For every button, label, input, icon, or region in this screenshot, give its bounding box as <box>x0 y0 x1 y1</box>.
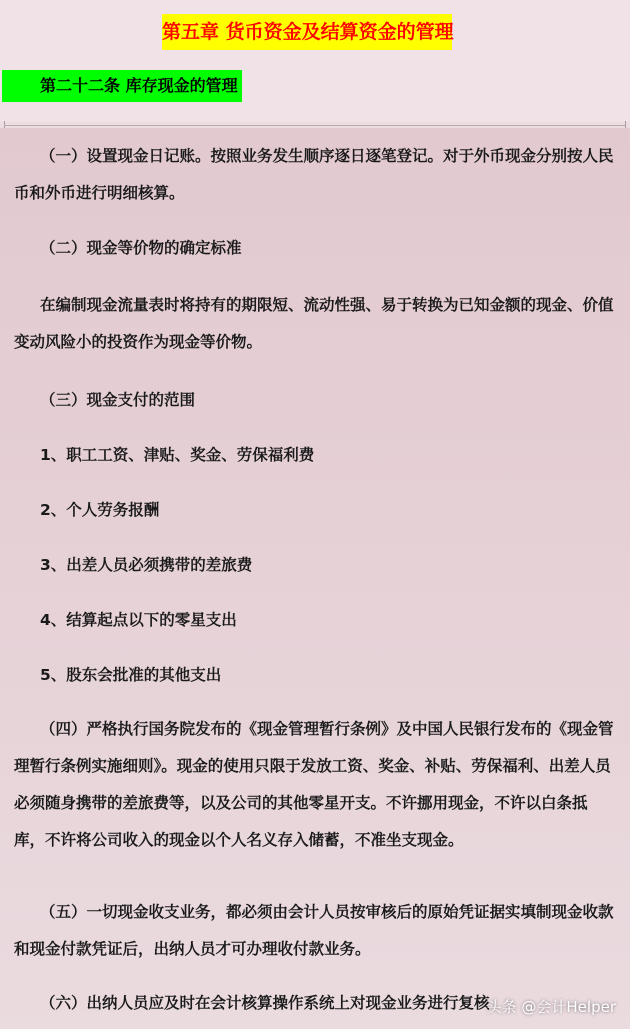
list-item-5: 5、股东会批准的其他支出 <box>40 666 222 684</box>
watermark: 头条 @会计Helper <box>486 998 616 1016</box>
paragraph-2: （二）现金等价物的确定标准 <box>40 239 242 257</box>
paragraph-6: （五）一切现金收支业务，都必须由会计人员按审核后的原始凭证据实填制现金收款和现金付款凭证后，出纳人员才可办理收付款业务。 <box>14 903 614 958</box>
list-item-1: 1、职工工资、津贴、奖金、劳保福利费 <box>40 446 315 464</box>
document-header-area <box>0 0 630 122</box>
list-item-4: 4、结算起点以下的零星支出 <box>40 611 237 629</box>
paragraph-3: 在编制现金流量表时将持有的期限短、流动性强、易于转换为已知金额的现金、价值变动风险小的投资作为现金等价物。 <box>14 296 614 351</box>
ruler-line <box>4 125 626 126</box>
chapter-title: 第五章 货币资金及结算资金的管理 <box>162 14 452 50</box>
list-item-2: 2、个人劳务报酬 <box>40 501 160 519</box>
document-body <box>0 128 630 1029</box>
paragraph-1: （一）设置现金日记账。按照业务发生顺序逐日逐笔登记。对于外币现金分别按人民币和外币进行明细核算。 <box>14 147 614 202</box>
list-item-3: 3、出差人员必须携带的差旅费 <box>40 556 253 574</box>
article-title: 第二十二条 库存现金的管理 <box>2 70 242 102</box>
paragraph-7: （六）出纳人员应及时在会计核算操作系统上对现金业务进行复核 <box>40 994 490 1012</box>
paragraph-5: （四）严格执行国务院发布的《现金管理暂行条例》及中国人民银行发布的《现金管理暂行条例实施细则》。现金的使用只限于发放工资、奖金、补贴、劳保福利、出差人员必须随身携带的差旅费等，以及公司的其他零星开支。不许挪用现金，不许以白条抵库，不许将公司收入的现金以个人名义存入储蓄，不准坐支现金。 <box>14 720 614 849</box>
paragraph-4: （三）现金支付的范围 <box>40 391 196 409</box>
